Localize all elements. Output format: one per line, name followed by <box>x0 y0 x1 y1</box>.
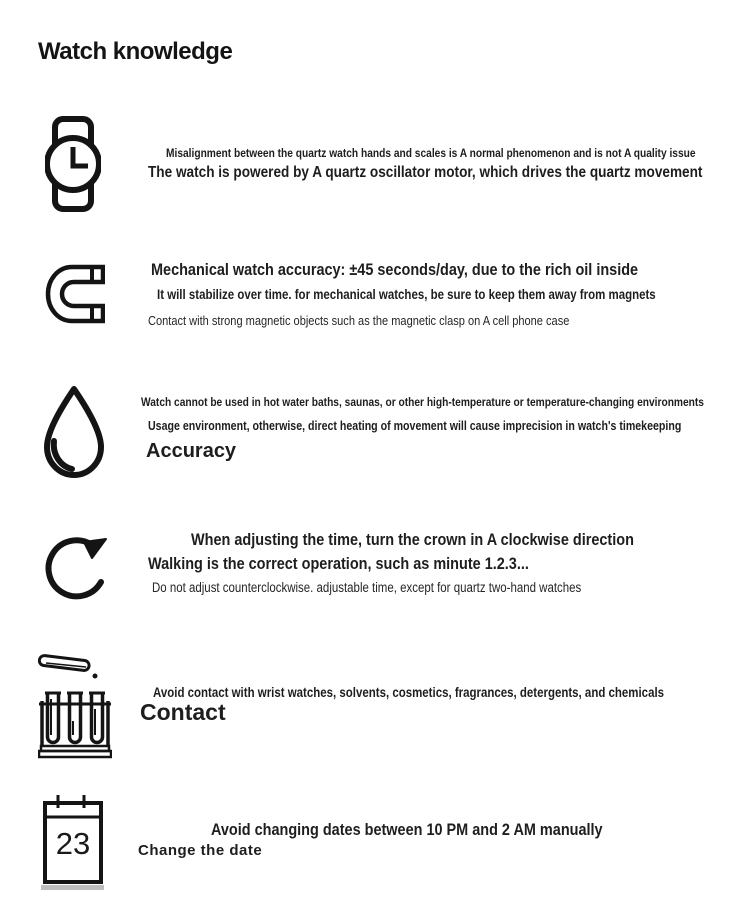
usage-environment-text: Usage environment, otherwise, direct heating of movement will cause imprecision in watch's timekeeping <box>148 419 682 433</box>
hot-water-note: Watch cannot be used in hot water baths, saunas, or other high-temperature or temperature-changing environments <box>141 395 704 409</box>
magnet-stabilize-text: It will stabilize over time. for mechanical watches, be sure to keep them away from magnets <box>157 287 656 302</box>
calendar-shadow <box>41 885 104 890</box>
wristwatch-icon <box>45 116 101 212</box>
water-drop-icon <box>41 384 107 480</box>
walking-operation-text: Walking is the correct operation, such as minute 1.2.3... <box>148 554 529 573</box>
accuracy-heading: Accuracy <box>146 440 237 462</box>
date-change-headline: Avoid changing dates between 10 PM and 2 AM manually <box>211 820 603 839</box>
clockwise-arrow-icon <box>40 522 112 606</box>
calendar-day-number: 23 <box>55 826 91 861</box>
counterclockwise-note: Do not adjust counterclockwise. adjustable time, except for quartz two-hand watches <box>152 580 582 595</box>
magnet-icon <box>45 264 105 324</box>
magnet-contact-note: Contact with strong magnetic objects such as the magnetic clasp on A cell phone case <box>148 313 570 328</box>
test-tubes-icon <box>38 649 112 759</box>
clockwise-headline: When adjusting the time, turn the crown in A clockwise direction <box>191 530 634 549</box>
page-title: Watch knowledge <box>38 38 233 65</box>
change-the-date-label: Change the date <box>138 842 263 859</box>
quartz-misalignment-note: Misalignment between the quartz watch hands and scales is A normal phenomenon and is not A quality issue <box>166 146 696 160</box>
accuracy-headline: Mechanical watch accuracy: ±45 seconds/day, due to the rich oil inside <box>151 260 639 279</box>
quartz-movement-text: The watch is powered by A quartz oscillator motor, which drives the quartz movement <box>148 164 703 181</box>
chemical-contact-text: Avoid contact with wrist watches, solvents, cosmetics, fragrances, detergents, and chemicals <box>153 685 665 700</box>
contact-heading: Contact <box>140 699 226 725</box>
